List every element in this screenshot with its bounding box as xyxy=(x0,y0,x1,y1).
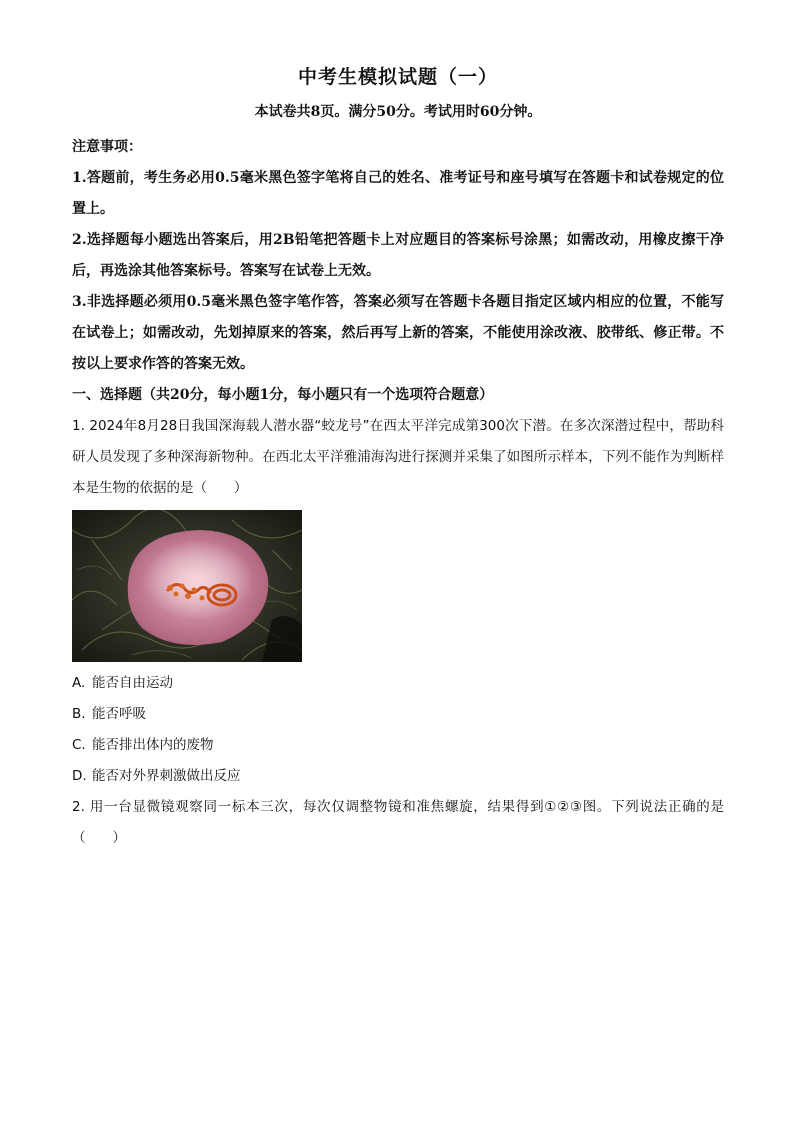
section-heading: 一、选择题（共20分，每小题1分，每小题只有一个选项符合题意） xyxy=(72,387,494,403)
exam-page xyxy=(72,62,724,854)
page-title: 中考生模拟试题（一） xyxy=(297,66,498,88)
notes-heading: 注意事项： xyxy=(72,139,142,155)
option-letter: C. xyxy=(72,737,86,753)
question-1-option-a xyxy=(72,668,724,699)
question-1-option-b xyxy=(72,699,724,730)
option-text: 能否自由运动 xyxy=(92,675,173,691)
note-item-2: 2.选择题每小题选出答案后，用2B铅笔把答题卡上对应题目的答案标号涂黑；如需改动，用橡皮擦干净后，再选涂其他答案标号。答案写在试卷上无效。 xyxy=(72,232,724,279)
option-text: 能否对外界刺激做出反应 xyxy=(92,768,241,784)
note-item-3: 3.非选择题必须用0.5毫米黑色签字笔作答，答案必须写在答题卡各题目指定区域内相应的位置，不能写在试卷上；如需改动，先划掉原来的答案，然后再写上新的答案，不能使用涂改液、胶带纸、修正带。不按以上要求作答的答案无效。 xyxy=(72,294,724,372)
question-1-option-d xyxy=(72,761,724,792)
question-2-stem: 2. 用一台显微镜观察同一标本三次，每次仅调整物镜和准焦螺旋，结果得到①②③图。下列说法正确的是（ ） xyxy=(72,799,724,846)
option-text: 能否排出体内的废物 xyxy=(92,737,214,753)
option-letter: A. xyxy=(72,675,86,691)
note-item-1: 1.答题前，考生务必用0.5毫米黑色签字笔将自己的姓名、准考证号和座号填写在答题卡和试卷规定的位置上。 xyxy=(72,170,724,217)
option-letter: D. xyxy=(72,768,87,784)
question-1-option-c xyxy=(72,730,724,761)
option-letter: B. xyxy=(72,706,86,722)
option-text: 能否呼吸 xyxy=(92,706,146,722)
question-1-stem: 1. 2024年8月28日我国深海载人潜水器“蛟龙号”在西太平洋完成第300次下潜。在多次深潜过程中，帮助科研人员发现了多种深海新物种。在西北太平洋雅浦海沟进行探测并采集了如图所示样本，下列不能作为判断样本是生物的依据的是（ ） xyxy=(72,418,724,496)
exam-info: 本试卷共8页。满分50分。考试用时60分钟。 xyxy=(254,104,542,120)
deep-sea-specimen-photo xyxy=(72,510,302,662)
